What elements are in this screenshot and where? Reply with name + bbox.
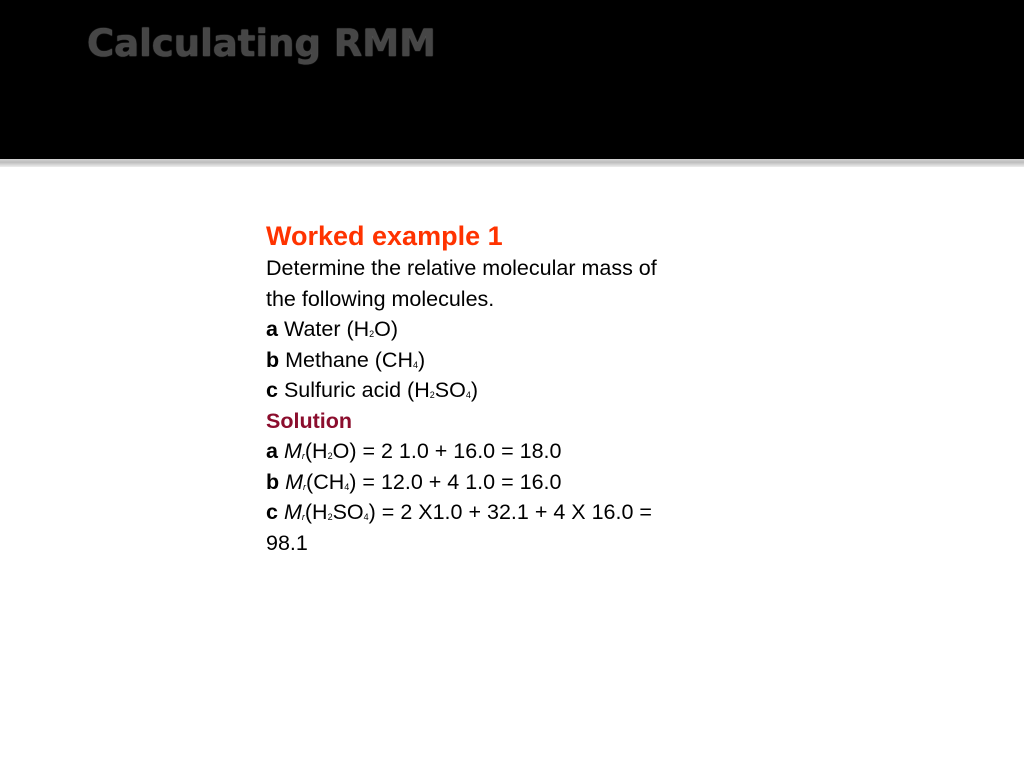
item-text: Sulfuric acid (H [283, 378, 430, 402]
mr-symbol: M [283, 500, 302, 524]
solution-label: b [266, 469, 280, 494]
item-label: b [266, 347, 280, 372]
slide-title: Calculating RMM [87, 22, 436, 65]
subscript: r [301, 451, 305, 461]
item-text: Water (H [283, 317, 370, 341]
subscript: 2 [369, 329, 375, 339]
item-text: ) [418, 347, 426, 372]
equation-text: ) = 12.0 + 4 1.0 = 16.0 [349, 469, 562, 494]
title-bar [0, 0, 1024, 159]
item-label: c [266, 378, 278, 402]
solution-c-result: 98.1 [266, 530, 308, 555]
formula-text: (H [304, 500, 328, 524]
question-item-a [266, 314, 746, 345]
title-divider [0, 159, 1024, 167]
solution-a [266, 436, 746, 467]
subscript: r [303, 481, 307, 492]
item-label: a [266, 317, 278, 341]
item-text: ) [470, 378, 478, 402]
question-item-c [266, 375, 746, 406]
item-text: O) [374, 317, 399, 341]
example-heading: Worked example 1 [266, 221, 503, 251]
solution-c [266, 497, 746, 528]
subscript: 2 [429, 390, 435, 400]
slide-body [266, 219, 746, 558]
subscript: 4 [344, 481, 350, 492]
question-item-b [266, 345, 746, 376]
mr-symbol: M [283, 439, 302, 463]
solution-heading: Solution [266, 408, 352, 433]
subscript: 4 [363, 512, 369, 522]
solution-b [266, 467, 746, 498]
equation-text: ) = 2 X1.0 + 32.1 + 4 X 16.0 = [368, 500, 652, 524]
mr-symbol: M [285, 469, 304, 494]
equation-text: ) = 2 1.0 + 16.0 = 18.0 [349, 439, 562, 463]
subscript: 4 [412, 359, 418, 370]
intro-line-1: Determine the relative molecular mass of [266, 256, 657, 280]
formula-text: (CH [306, 469, 345, 494]
subscript: 4 [465, 390, 471, 400]
subscript: 2 [327, 512, 333, 522]
item-text: Methane (CH [285, 347, 413, 372]
subscript: 2 [327, 451, 333, 461]
solution-label: c [266, 500, 278, 524]
subscript: r [301, 512, 305, 522]
formula-text: SO [332, 500, 364, 524]
intro-line-2: the following molecules. [266, 286, 495, 311]
formula-text: (H [304, 439, 328, 463]
solution-label: a [266, 439, 278, 463]
formula-text: O [332, 439, 350, 463]
item-text: SO [434, 378, 466, 402]
